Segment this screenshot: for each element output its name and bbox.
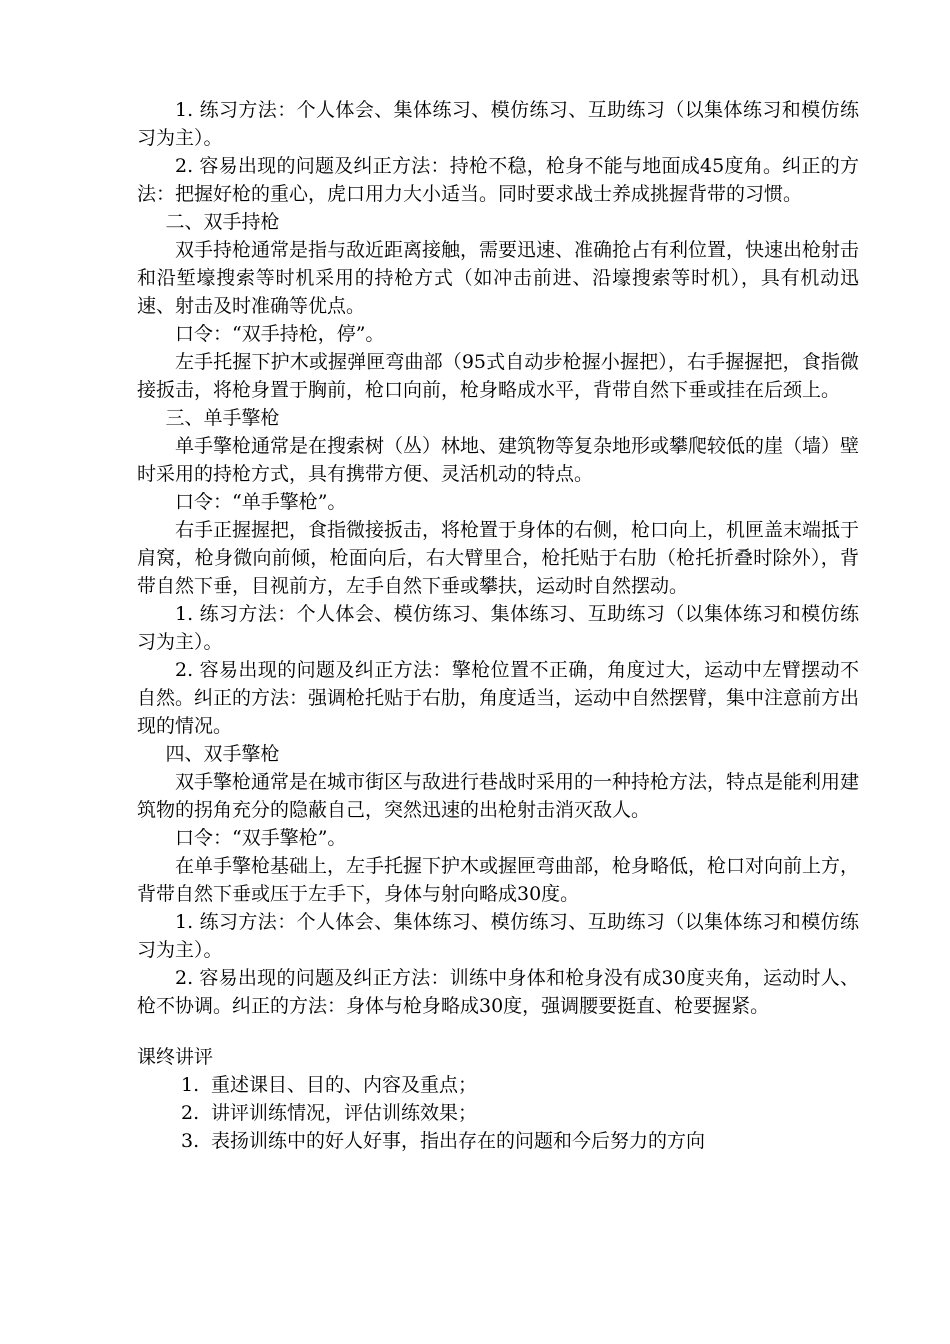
closing-item-number: 2. (181, 1102, 200, 1124)
body-paragraph: 在单手擎枪基础上，左手托握下护木或握匣弯曲部，枪身略低，枪口对向前上方，背带自然下垂或压于左手下，身体与射向略成30度。 (137, 855, 860, 905)
body-paragraph: 1. 练习方法：个人体会、模仿练习、集体练习、互助练习（以集体练习和模仿练习为主）。 (137, 603, 859, 653)
closing-item-text: 重述课目、目的、内容及重点； (211, 1074, 478, 1096)
body-paragraph: 左手托握下护木或握弹匣弯曲部（95式自动步枪握小握把），右手握握把，食指微接扳击，将枪身置于胸前，枪口向前，枪身略成水平，背带自然下垂或挂在后颈上。 (137, 351, 859, 401)
body-paragraph: 口令：“双手擎枪”。 (175, 827, 347, 849)
body-paragraph: 2. 容易出现的问题及纠正方法：持枪不稳，枪身不能与地面成45度角。纠正的方法：把握好枪的重心，虎口用力大小适当。同时要求战士养成挑握背带的习惯。 (137, 155, 859, 205)
section-heading: 三、单手擎枪 (165, 407, 280, 429)
section-heading: 二、双手持枪 (165, 211, 280, 233)
closing-section (137, 1043, 859, 1155)
document-body (137, 96, 859, 1020)
closing-item (137, 1127, 859, 1155)
body-paragraph: 2. 容易出现的问题及纠正方法：训练中身体和枪身没有成30度夹角，运动时人、枪不协调。纠正的方法：身体与枪身略成30度，强调腰要挺直、枪要握紧。 (137, 967, 859, 1017)
closing-item-number: 1. (181, 1074, 200, 1096)
closing-item (137, 1099, 859, 1127)
closing-item-text: 讲评训练情况，评估训练效果； (211, 1102, 478, 1124)
closing-item-text: 表扬训练中的好人好事，指出存在的问题和今后努力的方向 (211, 1130, 706, 1152)
body-paragraph: 2. 容易出现的问题及纠正方法：擎枪位置不正确，角度过大，运动中左臂摆动不自然。纠正的方法：强调枪托贴于右肋，角度适当，运动中自然摆臂，集中注意前方出现的情况。 (137, 659, 860, 737)
closing-item (137, 1071, 859, 1099)
body-paragraph: 右手正握握把，食指微接扳击，将枪置于身体的右侧，枪口向上，机匣盖末端抵于肩窝，枪身微向前倾，枪面向后，右大臂里合，枪托贴于右肋（枪托折叠时除外），背带自然下垂，目视前方，左手自然下垂或攀扶，运动时自然摆动。 (137, 519, 860, 597)
body-paragraph: 单手擎枪通常是在搜索树（丛）林地、建筑物等复杂地形或攀爬较低的崖（墙）壁时采用的持枪方式，具有携带方便、灵活机动的特点。 (137, 435, 860, 485)
body-paragraph: 口令：“双手持枪，停”。 (175, 323, 385, 345)
closing-title: 课终讲评 (137, 1046, 214, 1068)
closing-item-number: 3. (181, 1130, 200, 1152)
body-paragraph: 双手持枪通常是指与敌近距离接触，需要迅速、准确抢占有利位置，快速出枪射击和沿堑壕搜索等时机采用的持枪方式（如冲击前进、沿壕搜索等时机），具有机动迅速、射击及时准确等优点。 (137, 239, 860, 317)
body-paragraph: 口令：“单手擎枪”。 (175, 491, 347, 513)
body-paragraph: 1. 练习方法：个人体会、集体练习、模仿练习、互助练习（以集体练习和模仿练习为主）。 (137, 99, 859, 149)
body-paragraph: 1. 练习方法：个人体会、集体练习、模仿练习、互助练习（以集体练习和模仿练习为主）。 (137, 911, 859, 961)
section-heading: 四、双手擎枪 (165, 743, 280, 765)
body-paragraph: 双手擎枪通常是在城市街区与敌进行巷战时采用的一种持枪方法，特点是能利用建筑物的拐角充分的隐蔽自己，突然迅速的出枪射击消灭敌人。 (137, 771, 860, 821)
